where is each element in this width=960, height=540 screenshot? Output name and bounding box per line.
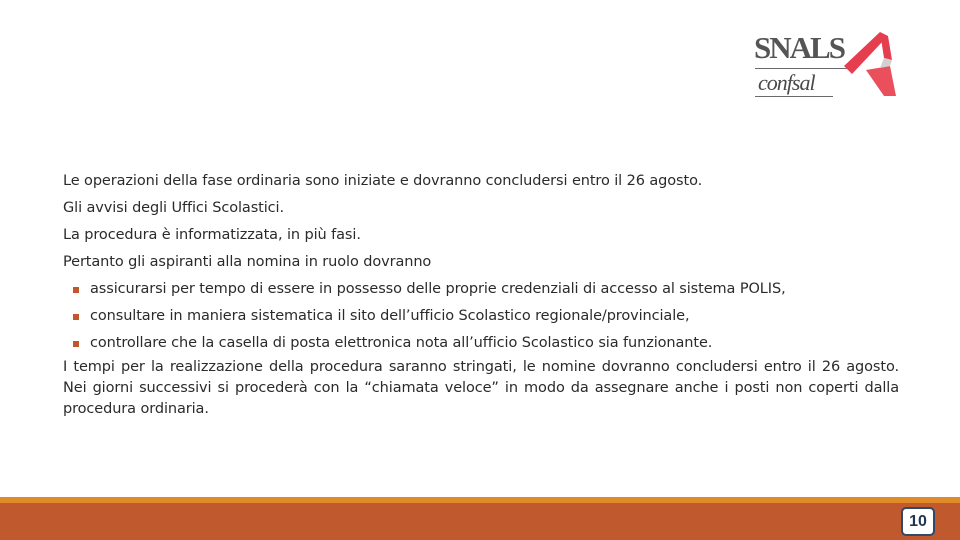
bullet-item <box>63 330 899 357</box>
bullet-text: controllare che la casella di posta elettronica nota all’ufficio Scolastico sia funzionante. <box>90 335 713 351</box>
bullet-text: assicurarsi per tempo di essere in possesso delle proprie credenziali di accesso al sistema POLIS, <box>90 281 786 297</box>
bullet-item <box>63 303 899 330</box>
closing-paragraph: I tempi per la realizzazione della procedura saranno stringati, le nomine dovranno concludersi entro il 26 agosto. Nei giorni successivi si procederà con la “chiamata veloce” in modo da assegnare anche i posti non coperti dalla procedura ordinaria. <box>63 359 899 417</box>
square-bullet-icon <box>73 287 79 293</box>
text-line: Pertanto gli aspiranti alla nomina in ruolo dovranno <box>63 254 432 270</box>
text-line: Gli avvisi degli Uffici Scolastici. <box>63 200 284 216</box>
bullet-text: consultare in maniera sistematica il sito dell’ufficio Scolastico regionale/provinciale, <box>90 308 690 324</box>
logo-wordmark: SNALS <box>754 30 844 65</box>
text-line: Le operazioni della fase ordinaria sono iniziate e dovranno concludersi entro il 26 agosto. <box>63 173 703 189</box>
snals-confsal-logo <box>748 28 904 102</box>
bullet-item <box>63 276 899 303</box>
square-bullet-icon <box>73 314 79 320</box>
logo-divider-bottom <box>755 96 833 97</box>
logo-subtitle: confsal <box>758 70 815 95</box>
slide-body <box>63 168 899 420</box>
text-line: La procedura è informatizzata, in più fasi. <box>63 227 361 243</box>
footer-bar <box>0 503 960 540</box>
logo-emblem-icon <box>840 30 898 98</box>
square-bullet-icon <box>73 341 79 347</box>
page-number: 10 <box>901 507 935 536</box>
